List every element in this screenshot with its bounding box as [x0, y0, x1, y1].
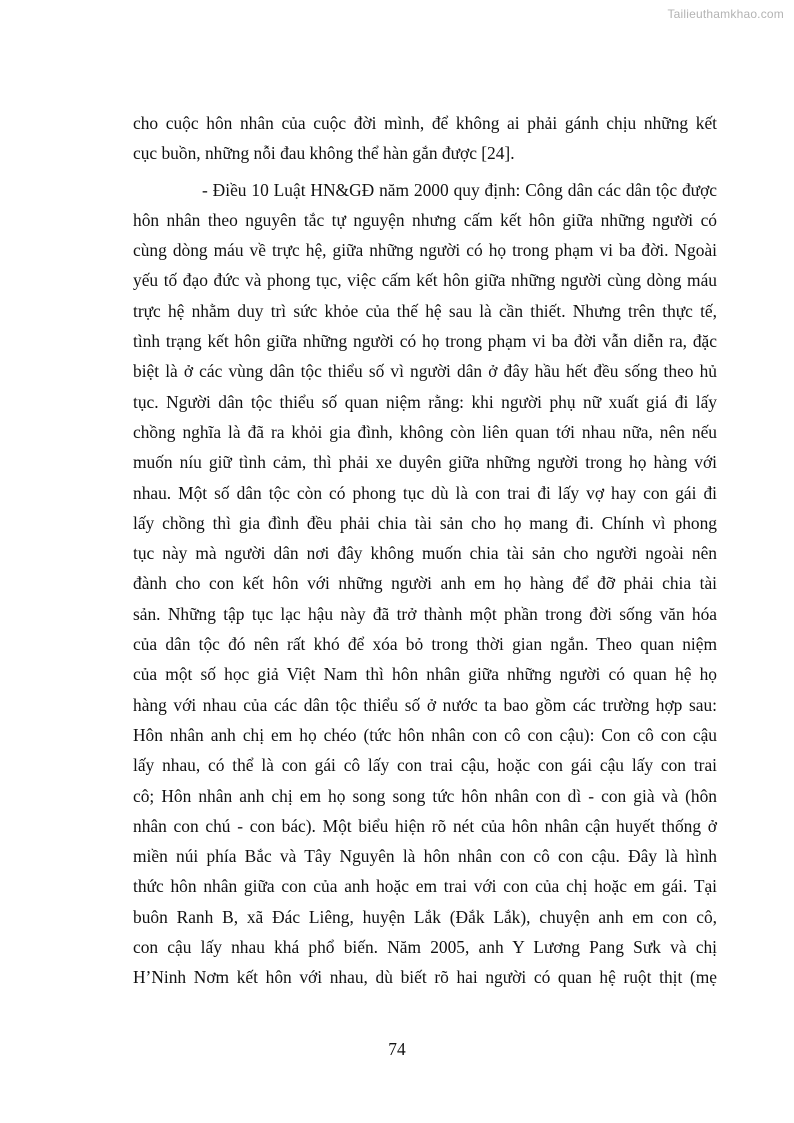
text-line: tình trạng kết hôn giữa những người có họ trong phạm vi ba đời vẫn diễn ra, đặc: [133, 331, 717, 352]
document-body: [133, 108, 717, 993]
page-number: 74: [388, 1039, 406, 1059]
paragraph-1: [133, 108, 717, 169]
text-line: chồng nghĩa là đã ra khỏi gia đình, không còn liên quan tới nhau nữa, nên nếu: [133, 421, 717, 442]
text-line: lấy chồng thì gia đình đều phải chia tài sản cho họ mang đi. Chính vì phong: [133, 512, 717, 533]
text-line: cô; Hôn nhân anh chị em họ song song tức hôn nhân con dì - con già và (hôn: [133, 785, 717, 806]
watermark: Tailieuthamkhao.com: [667, 7, 784, 21]
text-line: cùng dòng máu về trực hệ, giữa những người có họ trong phạm vi ba đời. Ngoài: [133, 240, 717, 261]
text-line: H’Ninh Nơm kết hôn với nhau, dù biết rõ hai người có quan hệ ruột thịt (mẹ: [133, 967, 717, 988]
text-line: trực hệ nhằm duy trì sức khỏe của thế hệ sau là cần thiết. Nhưng trên thực tế,: [133, 300, 717, 321]
text-line: cục buồn, những nỗi đau không thể hàn gắn được [24].: [133, 143, 515, 164]
text-line: buôn Ranh B, xã Đác Liêng, huyện Lắk (Đắk Lắk), chuyện anh em con cô,: [133, 906, 717, 927]
paragraph-2: [133, 175, 717, 993]
text-line: thức hôn nhân giữa con của anh hoặc em trai với con của chị hoặc em gái. Tại: [133, 876, 717, 897]
text-line: yếu tố đạo đức và phong tục, việc cấm kết hôn giữa những người cùng dòng máu: [133, 270, 717, 291]
text-line: đành cho con kết hôn với những người anh em họ hàng để đỡ phải chia tài: [133, 573, 717, 594]
text-line: tục. Người dân tộc thiểu số quan niệm rằng: khi người phụ nữ xuất giá đi lấy: [133, 391, 717, 412]
text-line: của dân tộc đó nên rất khó để xóa bỏ trong thời gian ngắn. Theo quan niệm: [133, 634, 717, 655]
text-line: của một số học giả Việt Nam thì hôn nhân giữa những người có quan hệ họ: [133, 664, 717, 685]
text-line: biệt là ở các vùng dân tộc thiểu số vì người dân ở đây hầu hết đều sống theo hủ: [133, 361, 717, 382]
text-line: sản. Những tập tục lạc hậu này đã trở thành một phần trong đời sống văn hóa: [133, 603, 717, 624]
text-line: hôn nhân theo nguyên tắc tự nguyện nhưng cấm kết hôn giữa những người có: [133, 209, 717, 230]
text-line: con cậu lấy nhau khá phổ biến. Năm 2005, anh Y Lương Pang Sưk và chị: [133, 937, 717, 958]
text-line: tục này mà người dân nơi đây không muốn chia tài sản cho người ngoài nên: [133, 543, 717, 564]
text-line: hàng với nhau của các dân tộc thiểu số ở nước ta bao gồm các trường hợp sau:: [133, 694, 717, 715]
text-line: - Điều 10 Luật HN&GĐ năm 2000 quy định: Công dân các dân tộc được: [202, 179, 717, 200]
text-line: Hôn nhân anh chị em họ chéo (tức hôn nhân con cô con cậu): Con cô con cậu: [133, 724, 717, 745]
text-line: muốn níu giữ tình cảm, thì phải xe duyên giữa những người trong họ hàng với: [133, 452, 717, 473]
text-line: miền núi phía Bắc và Tây Nguyên là hôn nhân con cô con cậu. Đây là hình: [133, 846, 717, 867]
text-line: cho cuộc hôn nhân của cuộc đời mình, để không ai phải gánh chịu những kết: [133, 113, 717, 133]
text-line: nhân con chú - con bác). Một biểu hiện rõ nét của hôn nhân cận huyết thống ở: [133, 815, 717, 836]
text-line: lấy nhau, có thể là con gái cô lấy con trai cậu, hoặc con gái cậu lấy con trai: [133, 755, 717, 776]
text-line: nhau. Một số dân tộc còn có phong tục dù là con trai đi lấy vợ hay con gái đi: [133, 482, 717, 503]
